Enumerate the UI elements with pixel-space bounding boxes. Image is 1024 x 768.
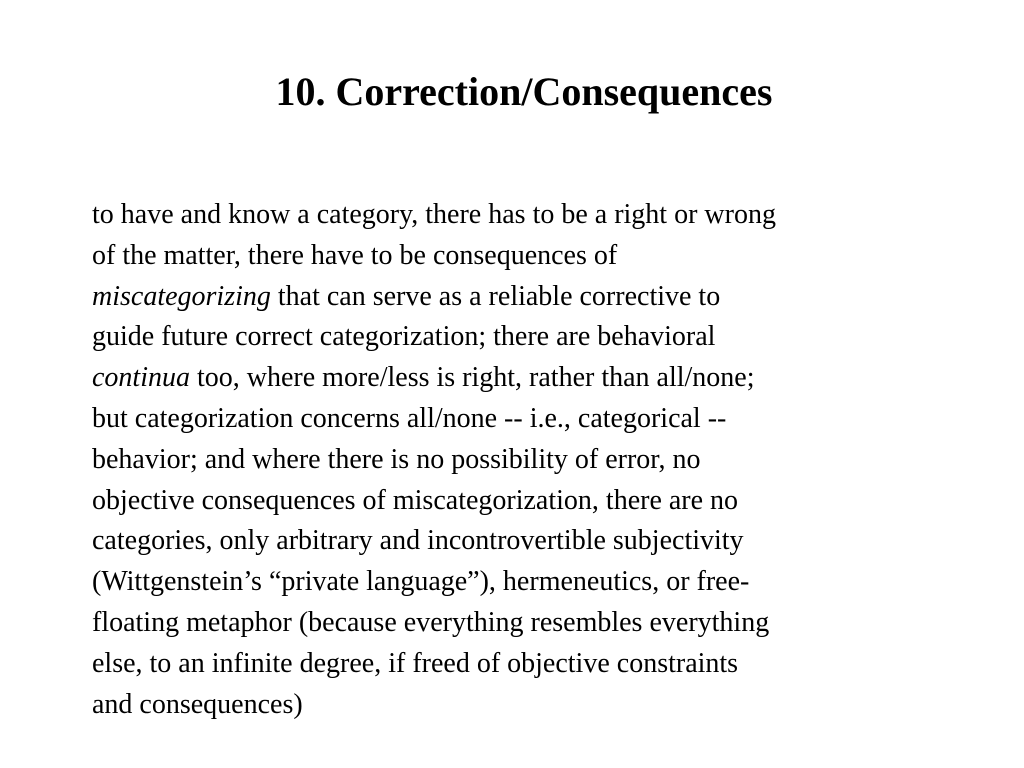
emphasized-term: miscategorizing (92, 280, 271, 312)
body-line: and consequences) (92, 688, 303, 720)
body-line (92, 358, 972, 399)
body-line: behavior; and where there is no possibility of error, no (92, 443, 701, 475)
body-line-text: that can serve as a reliable corrective to (270, 280, 721, 312)
body-line: floating metaphor (because everything resembles everything (92, 606, 770, 638)
body-line: of the matter, there have to be consequences of (92, 239, 618, 271)
body-line: but categorization concerns all/none -- i.e., categorical -- (92, 402, 727, 434)
slide-body-text (92, 195, 972, 725)
slide-title: 10. Correction/Consequences (275, 69, 773, 114)
body-line: else, to an infinite degree, if freed of objective constraints (92, 647, 739, 679)
body-line: to have and know a category, there has to be a right or wrong (92, 199, 776, 230)
body-line-text: too, where more/less is right, rather than all/none; (190, 362, 755, 394)
body-line: guide future correct categorization; there are behavioral (92, 321, 716, 353)
body-line (92, 277, 972, 318)
body-line: (Wittgenstein’s “private language”), hermeneutics, or free- (92, 566, 750, 598)
body-line: objective consequences of miscategorization, there are no (92, 484, 739, 516)
emphasized-term: continua (92, 362, 190, 394)
body-line: categories, only arbitrary and incontrovertible subjectivity (92, 525, 744, 557)
